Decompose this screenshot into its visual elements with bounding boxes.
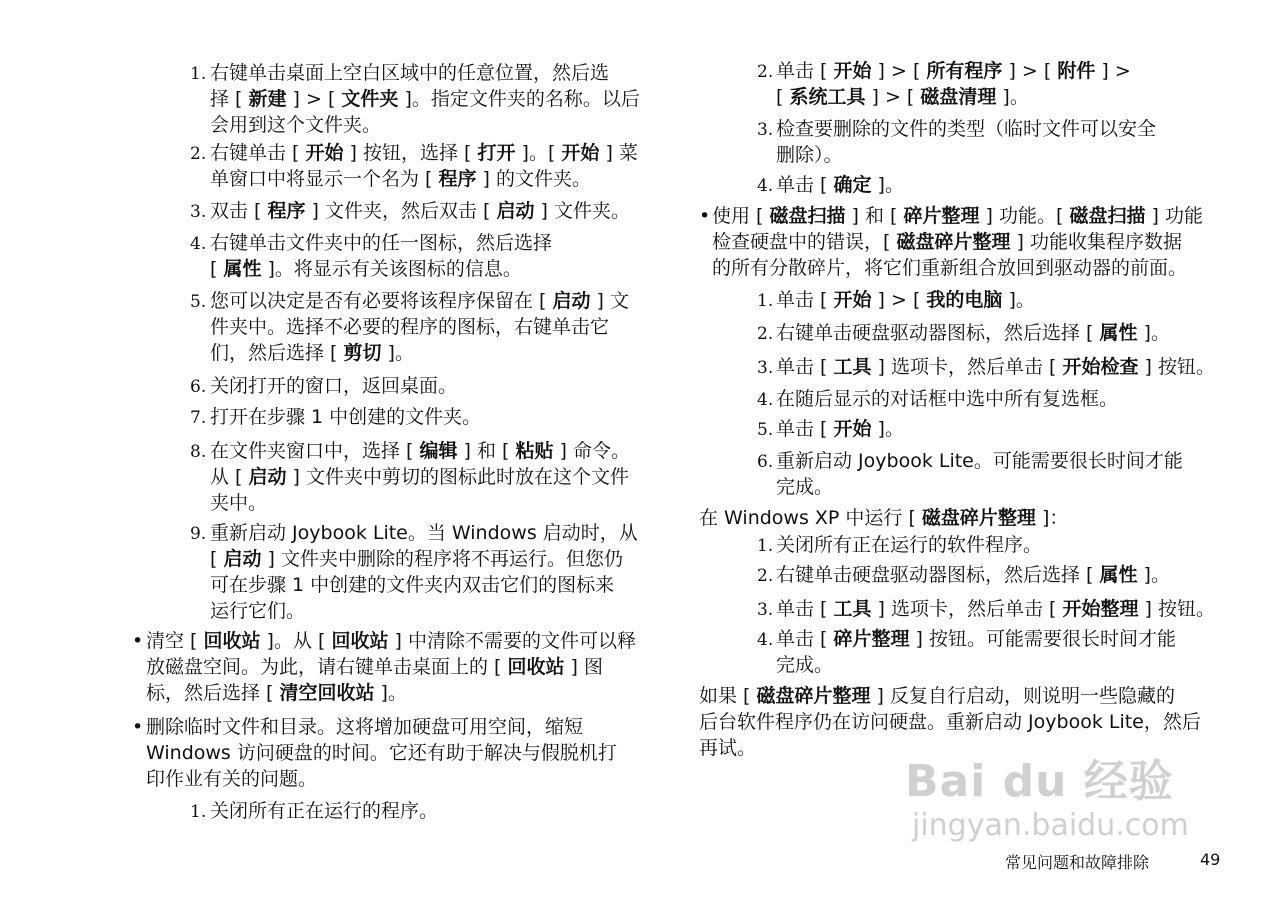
step-number: 1. [190, 802, 207, 822]
step-text-line: 重新启动 Joybook Lite。可能需要很长时间才能 [776, 450, 1183, 472]
step-number: 3. [190, 202, 207, 222]
step-text-line: 右键单击硬盘驱动器图标，然后选择 [ 属性 ]。 [776, 322, 1170, 344]
step-text-line: 运行它们。 [210, 600, 306, 622]
step-text-line: [ 系统工具 ] > [ 磁盘清理 ]。 [776, 86, 1029, 108]
step-number: 7. [190, 408, 207, 428]
step-number: 5. [757, 420, 774, 440]
bullet-text-line: 印作业有关的问题。 [146, 768, 318, 790]
watermark-url: jingyan.baidu.com [912, 808, 1189, 843]
watermark-logo: Bai du 经验 [905, 756, 1174, 807]
step-text-line: 单窗口中将显示一个名为 [ 程序 ] 的文件夹。 [210, 168, 592, 190]
step-text-line: 单击 [ 工具 ] 选项卡，然后单击 [ 开始整理 ] 按钮。 [776, 598, 1216, 620]
step-number: 1. [757, 536, 774, 556]
step-text-line: 单击 [ 确定 ]。 [776, 174, 904, 196]
step-number: 2. [757, 566, 774, 586]
step-text-line: 夹中。 [210, 492, 268, 514]
step-number: 4. [757, 176, 774, 196]
footer-section-title: 常见问题和故障排除 [1005, 853, 1150, 872]
step-text-line: 单击 [ 工具 ] 选项卡，然后单击 [ 开始检查 ] 按钮。 [776, 356, 1216, 378]
step-text-line: 单击 [ 开始 ] > [ 我的电脑 ]。 [776, 289, 1035, 311]
step-number: 5. [190, 292, 207, 312]
step-number: 8. [190, 442, 207, 462]
step-text-line: 关闭打开的窗口，返回桌面。 [210, 375, 458, 397]
step-number: 1. [757, 291, 774, 311]
step-number: 4. [757, 390, 774, 410]
bullet-marker: • [132, 630, 144, 652]
step-text-line: 从 [ 启动 ] 文件夹中剪切的图标此时放在这个文件 [210, 466, 630, 488]
step-text-line: 在文件夹窗口中，选择 [ 编辑 ] 和 [ 粘贴 ] 命令。 [210, 440, 631, 462]
step-text-line: 会用到这个文件夹。 [210, 114, 382, 136]
step-number: 3. [757, 120, 774, 140]
step-number: 2. [190, 144, 207, 164]
step-text-line: 关闭所有正在运行的软件程序。 [776, 534, 1043, 556]
step-text-line: 右键单击硬盘驱动器图标，然后选择 [ 属性 ]。 [776, 564, 1170, 586]
step-text-line: 关闭所有正在运行的程序。 [210, 800, 439, 822]
step-text-line: 择 [ 新建 ] > [ 文件夹 ]。指定文件夹的名称。以后 [210, 88, 640, 110]
step-text-line: 在随后显示的对话框中选中所有复选框。 [776, 388, 1119, 410]
bullet-text-line: 删除临时文件和目录。这将增加硬盘可用空间，缩短 [146, 716, 584, 738]
bullet-text-line: 使用 [ 磁盘扫描 ] 和 [ 碎片整理 ] 功能。[ 磁盘扫描 ] 功能 [712, 205, 1203, 227]
bullet-text-line: Windows 访问硬盘的时间。它还有助于解决与假脱机打 [146, 742, 617, 764]
step-text-line: 件夹中。选择不必要的程序的图标，右键单击它 [210, 316, 610, 338]
page-number: 49 [1200, 850, 1221, 869]
paragraph-line: 后台软件程序仍在访问硬盘。重新启动 Joybook Lite，然后 [699, 711, 1201, 733]
step-number: 2. [757, 324, 774, 344]
step-number: 4. [190, 234, 207, 254]
bullet-text-line: 的所有分散碎片，将它们重新组合放回到驱动器的前面。 [712, 257, 1188, 279]
step-number: 3. [757, 600, 774, 620]
step-number: 6. [757, 452, 774, 472]
step-text-line: 打开在步骤 1 中创建的文件夹。 [210, 406, 482, 428]
step-number: 6. [190, 377, 207, 397]
step-text-line: 重新启动 Joybook Lite。当 Windows 启动时，从 [210, 522, 638, 544]
step-number: 1. [190, 64, 207, 84]
step-text-line: 双击 [ 程序 ] 文件夹，然后双击 [ 启动 ] 文件夹。 [210, 200, 631, 222]
bullet-marker: • [132, 716, 144, 738]
bullet-marker: • [699, 205, 711, 227]
step-text-line: 您可以决定是否有必要将该程序保留在 [ 启动 ] 文 [210, 290, 630, 312]
step-text-line: [ 启动 ] 文件夹中删除的程序将不再运行。但您仍 [210, 548, 623, 570]
step-text-line: 右键单击桌面上空白区域中的任意位置，然后选 [210, 62, 610, 84]
paragraph-line: 再试。 [699, 737, 757, 759]
step-text-line: 单击 [ 开始 ]。 [776, 418, 904, 440]
bullet-text-line: 检查硬盘中的错误，[ 磁盘碎片整理 ] 功能收集程序数据 [712, 231, 1182, 253]
step-text-line: 检查要删除的文件的类型（临时文件可以安全 [776, 118, 1157, 140]
bullet-text-line: 放磁盘空间。为此，请右键单击桌面上的 [ 回收站 ] 图 [146, 656, 604, 678]
step-number: 3. [757, 358, 774, 378]
step-number: 9. [190, 524, 207, 544]
section-heading: 在 Windows XP 中运行 [ 磁盘碎片整理 ]： [699, 507, 1069, 529]
step-number: 4. [757, 630, 774, 650]
step-text-line: 右键单击文件夹中的任一图标，然后选择 [210, 232, 553, 254]
step-text-line: 单击 [ 碎片整理 ] 按钮。可能需要很长时间才能 [776, 628, 1177, 650]
step-text-line: 单击 [ 开始 ] > [ 所有程序 ] > [ 附件 ] > [776, 60, 1131, 82]
bullet-text-line: 清空 [ 回收站 ]。从 [ 回收站 ] 中清除不需要的文件可以释 [146, 630, 636, 652]
step-text-line: 右键单击 [ 开始 ] 按钮，选择 [ 打开 ]。[ 开始 ] 菜 [210, 142, 638, 164]
paragraph-line: 如果 [ 磁盘碎片整理 ] 反复自行启动，则说明一些隐藏的 [699, 685, 1176, 707]
step-text-line: 完成。 [776, 476, 834, 498]
step-text-line: 删除）。 [776, 144, 843, 166]
step-number: 2. [757, 62, 774, 82]
step-text-line: 们，然后选择 [ 剪切 ]。 [210, 342, 414, 364]
bullet-text-line: 标，然后选择 [ 清空回收站 ]。 [146, 682, 407, 704]
step-text-line: 完成。 [776, 654, 834, 676]
step-text-line: 可在步骤 1 中创建的文件夹内双击它们的图标来 [210, 574, 615, 596]
step-text-line: [ 属性 ]。将显示有关该图标的信息。 [210, 258, 522, 280]
